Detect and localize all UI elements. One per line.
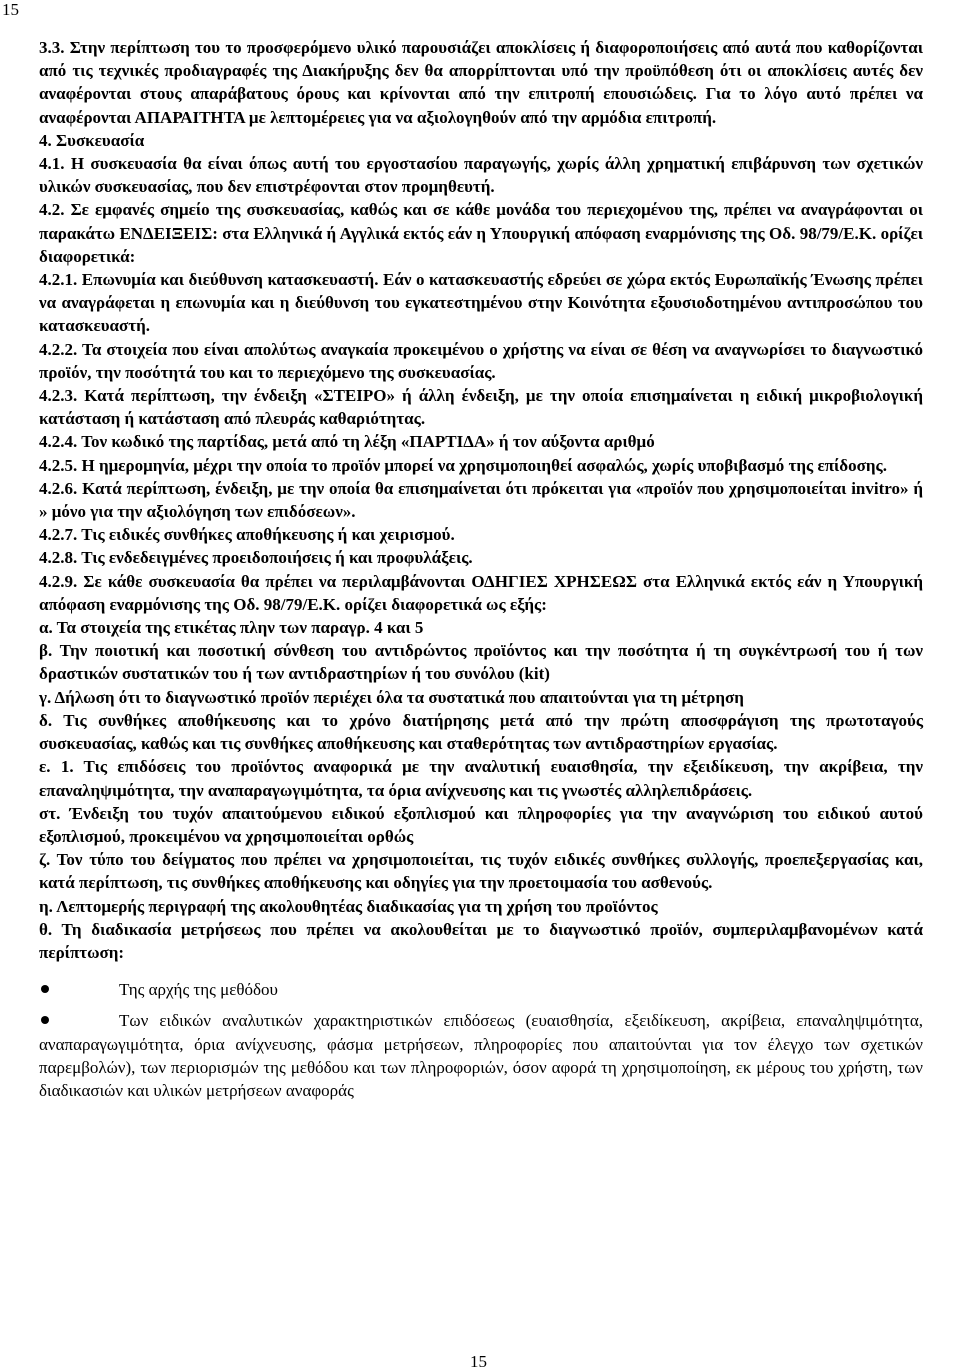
- list-item-delta: δ. Τις συνθήκες αποθήκευσης και το χρόνο διατήρησης μετά από την πρώτη αποσφράγιση της πρωτοταγούς συσκευασίας, καθώς και τις συνθήκες αποθήκευσης και σταθερότητας των αντιδραστηρίων εργασίας.: [39, 710, 923, 754]
- list-item-beta: β. Την ποιοτική και ποσοτική σύνθεση του αντιδρώντος προϊόντος και την ποσότητα ή τη συγκέντρωσή του ή των δραστικών συστατικών του ή των αντιδραστηρίων ή του συνόλου (kit): [39, 641, 923, 684]
- paragraph-4-2-7: 4.2.7. Τις ειδικές συνθήκες αποθήκευσης ή και χειρισμού.: [39, 525, 455, 545]
- paragraph-4-2-5: 4.2.5. Η ημερομηνία, μέχρι την οποία το προϊόν μπορεί να χρησιμοποιηθεί ασφαλώς, χωρίς υποβιβασμό της επίδοσης.: [39, 455, 887, 475]
- paragraph-4-2-9: 4.2.9. Σε κάθε συσκευασία θα πρέπει να περιλαμβάνονται ΟΔΗΓΙΕΣ ΧΡΗΣΕΩΣ στα Ελληνικά εκτός εάν η Υπουργική απόφαση εναρμόνισης της Οδ. 98/79/Ε.Κ. ορίζει διαφορετικά ως εξής:: [39, 571, 923, 614]
- list-item-stigma: στ. Ένδειξη του τυχόν απαιτούμενου ειδικού εξοπλισμού και πληροφορίες για την αναγνώριση του ειδικού αυτού εξοπλισμού, προκειμένου να χρησιμοποιείται ορθώς: [39, 803, 923, 846]
- paragraph-4-2-8: 4.2.8. Τις ενδεδειγμένες προειδοποιήσεις ή και προφυλάξεις.: [39, 548, 473, 568]
- section-heading-packaging: 4. Συσκευασία: [39, 130, 145, 150]
- paragraph-4-2: 4.2. Σε εμφανές σημείο της συσκευασίας, καθώς και σε κάθε μονάδα του περιεχομένου της, πρέπει να αναγράφονται οι παρακάτω ΕΝΔΕΙΞΕΙΣ: στα Ελληνικά ή Αγγλικά εκτός εάν η Υπουργική απόφαση εναρμόνισης της Οδ. 98/79/Ε.Κ. ορίζει διαφορετικά:: [39, 200, 923, 266]
- list-item-theta: θ. Τη διαδικασία μετρήσεως που πρέπει να ακολουθείται με το διαγνωστικό προϊόν, συμπεριλαμβανομένων κατά περίπτωση:: [39, 919, 923, 962]
- bullet-item: [39, 978, 923, 1001]
- paragraph-4-2-1: 4.2.1. Επωνυμία και διεύθυνση κατασκευαστή. Εάν ο κατασκευαστής εδρεύει σε χώρα εκτός Ευρωπαϊκής Ένωσης πρέπει να αναγράφεται η επωνυμία και η διεύθυνση του εγκατεστημένου στην Κοινότητα εξουσιοδοτημένου αντιπροσώπου του κατασκευαστή.: [39, 270, 923, 336]
- document-body: [39, 36, 923, 1102]
- page-number-bottom: 15: [470, 1352, 487, 1371]
- paragraph-4-2-3: 4.2.3. Κατά περίπτωση, την ένδειξη «ΣΤΕΙΡΟ» ή άλλη ένδειξη, με την οποία επισημαίνεται η ειδική μικροβιολογική κατάσταση ή κατάσταση από πλευράς καθαριότητας.: [39, 386, 923, 429]
- list-item-eta: η. Λεπτομερής περιγραφή της ακολουθητέας διαδικασίας για τη χρήση του προϊόντος: [39, 896, 658, 916]
- list-item-gamma: γ. Δήλωση ότι το διαγνωστικό προϊόν περιέχει όλα τα συστατικά που απαιτούνται για τη μέτρηση: [39, 687, 744, 707]
- paragraph-4-2-6: 4.2.6. Κατά περίπτωση, ένδειξη, με την οποία θα επισημαίνεται ότι πρόκειται για «προϊόν που χρησιμοποιείται invitro» ή » μόνο για την αξιολόγηση των επιδόσεων».: [39, 478, 923, 522]
- bullet-item: [39, 1009, 923, 1102]
- paragraph-4-2-2: 4.2.2. Τα στοιχεία που είναι απολύτως αναγκαία προκειμένου ο χρήστης να είναι σε θέση να αναγνωρίσει το διαγνωστικό προϊόν, την ποσότητά του και το περιεχόμενο της συσκευασίας.: [39, 339, 923, 382]
- list-item-epsilon: ε. 1. Τις επιδόσεις του προϊόντος αναφορικά με την αναλυτική ευαισθησία, την εξειδίκευση, την ακρίβεια, την επαναληψιμότητα, την αναπαραγωγιμότητα, τα όρια ανίχνευσης και τις γνωστές αλληλεπιδράσεις.: [39, 757, 923, 800]
- bullet-text: Της αρχής της μεθόδου: [119, 980, 278, 1000]
- bullet-text: Των ειδικών αναλυτικών χαρακτηριστικών επιδόσεως (ευαισθησία, εξειδίκευση, ακρίβεια, επαναληψιμότητα, αναπαραγωγιμότητα, όρια ανίχνευσης, φάσμα μετρήσεων, πληροφορίες που απαιτούνται για τον έλεγχο των σχετικών παρεμβολών), των περιορισμών της μεθόδου και των πληροφοριών, όσον αφορά τη χρησιμοποίηση, εκ μέρους του χρήστη, των διαδικασιών και υλικών μετρήσεων αναφοράς: [39, 1011, 923, 1100]
- page-number-top: 15: [2, 0, 19, 19]
- paragraph-3-3: 3.3. Στην περίπτωση του το προσφερόμενο υλικό παρουσιάζει αποκλίσεις ή διαφοροποιήσεις από αυτά που καθορίζονται από τις τεχνικές προδιαγραφές της Διακήρυξης δεν θα απορρίπτονται υπό την προϋπόθεση ότι οι αποκλίσεις αυτές δεν αναφέρονται στους απαράβατους όρους και κρίνονται από την επιτροπή επουσιώδεις. Για το λόγο αυτό πρέπει να αναφέρονται ΑΠΑΡΑΙΤΗΤΑ με λεπτομέρειες για να αξιολογηθούν από την αρμόδια επιτροπή.: [39, 38, 923, 127]
- list-item-alpha: α. Τα στοιχεία της ετικέτας πλην των παραγρ. 4 και 5: [39, 618, 424, 638]
- paragraph-4-2-4: 4.2.4. Τον κωδικό της παρτίδας, μετά από τη λέξη «ΠΑΡΤΙΔΑ» ή τον αύξοντα αριθμό: [39, 432, 655, 452]
- paragraph-4-1: 4.1. Η συσκευασία θα είναι όπως αυτή του εργοστασίου παραγωγής, χωρίς άλλη χρηματική επιβάρυνση των σχετικών υλικών συσκευασίας, που δεν επιστρέφονται στον προμηθευτή.: [39, 154, 923, 197]
- list-item-zeta: ζ. Τον τύπο του δείγματος που πρέπει να χρησιμοποιείται, τις τυχόν ειδικές συνθήκες συλλογής, προεπεξεργασίας και, κατά περίπτωση, τις συνθήκες αποθήκευσης και οδηγίες για την προετοιμασία του ασθενούς.: [39, 850, 923, 893]
